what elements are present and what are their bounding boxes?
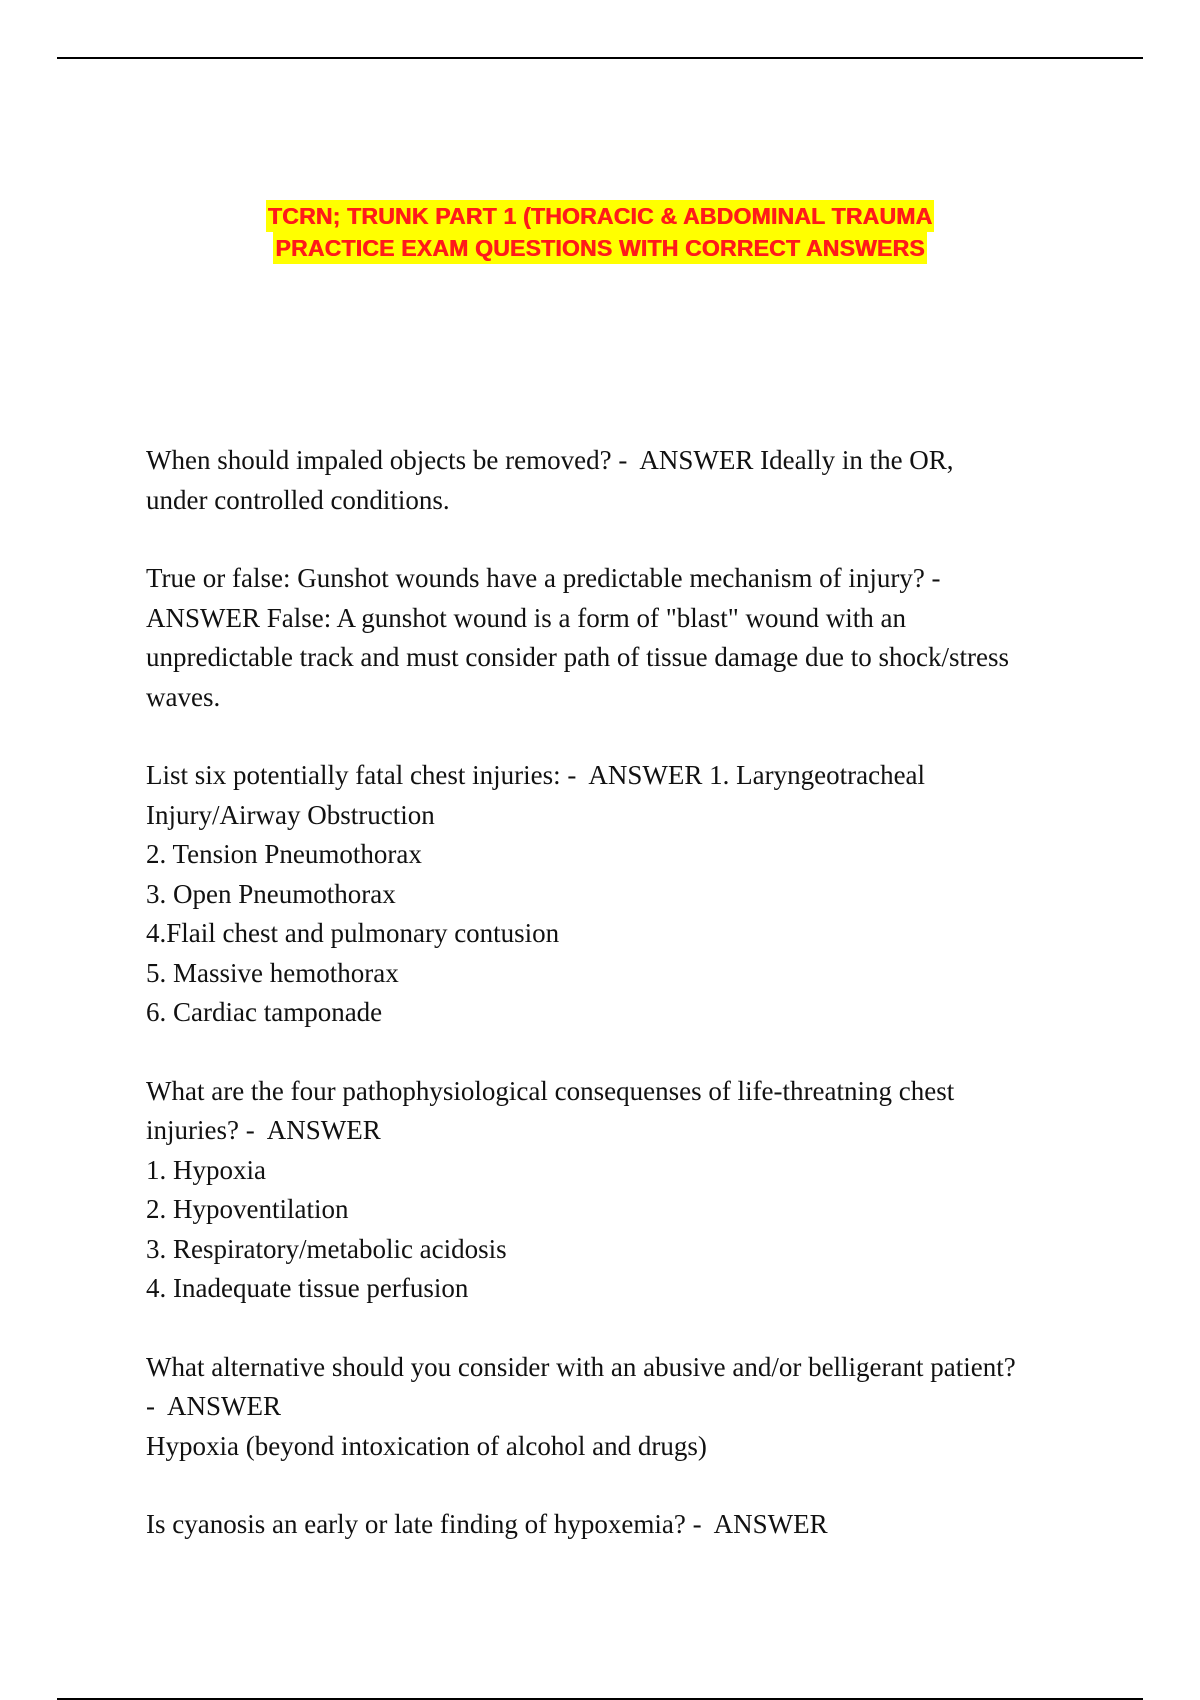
- qa-content: [146, 441, 1066, 1584]
- qa-line: When should impaled objects be removed? - ANSWER Ideally in the OR,: [146, 445, 954, 475]
- qa-line: unpredictable track and must consider path of tissue damage due to shock/stress: [146, 642, 1010, 672]
- top-rule: [57, 57, 1143, 59]
- qa-line: What alternative should you consider with an abusive and/or belligerant patient?: [146, 1351, 1016, 1382]
- qa-line: 6. Cardiac tamponade: [146, 997, 383, 1027]
- qa-line: 3. Respiratory/metabolic acidosis: [146, 1233, 507, 1264]
- qa-item-gunshot-wounds: [146, 559, 1066, 717]
- qa-line: 3. Open Pneumothorax: [146, 878, 396, 909]
- qa-line: List six potentially fatal chest injuries: - ANSWER 1. Laryngeotracheal: [146, 760, 926, 790]
- qa-line: waves.: [146, 681, 221, 712]
- title-line-1: TCRN; TRUNK PART 1 (THORACIC & ABDOMINAL TRAUMA: [266, 200, 934, 232]
- qa-item-belligerent-patient: [146, 1348, 1066, 1467]
- title-line-2: PRACTICE EXAM QUESTIONS WITH CORRECT ANSWERS: [273, 232, 926, 264]
- qa-line: under controlled conditions.: [146, 484, 450, 515]
- qa-line: ANSWER False: A gunshot wound is a form of "blast" wound with an: [146, 602, 907, 633]
- qa-item-cyanosis: [146, 1505, 1066, 1545]
- qa-line: injuries? - ANSWER: [146, 1115, 381, 1145]
- qa-line: 4.Flail chest and pulmonary contusion: [146, 918, 560, 948]
- qa-line: 1. Hypoxia: [146, 1154, 266, 1185]
- qa-line: 4. Inadequate tissue perfusion: [146, 1273, 469, 1303]
- qa-line: 2. Tension Pneumothorax: [146, 839, 422, 869]
- qa-item-impaled-objects: [146, 441, 1066, 520]
- qa-line: True or false: Gunshot wounds have a predictable mechanism of injury? -: [146, 563, 941, 593]
- qa-line: 5. Massive hemothorax: [146, 957, 399, 988]
- qa-item-fatal-chest-injuries: [146, 756, 1066, 1033]
- qa-line: Is cyanosis an early or late finding of hypoxemia? - ANSWER: [146, 1509, 828, 1539]
- qa-line: What are the four pathophysiological consequenses of life-threatning chest: [146, 1075, 955, 1106]
- document-title: [0, 200, 1200, 264]
- qa-line: - ANSWER: [146, 1391, 281, 1421]
- qa-item-pathophysiological-consequences: [146, 1072, 1066, 1309]
- qa-line: Injury/Airway Obstruction: [146, 799, 435, 830]
- qa-line: Hypoxia (beyond intoxication of alcohol and drugs): [146, 1430, 707, 1461]
- qa-line: 2. Hypoventilation: [146, 1194, 349, 1224]
